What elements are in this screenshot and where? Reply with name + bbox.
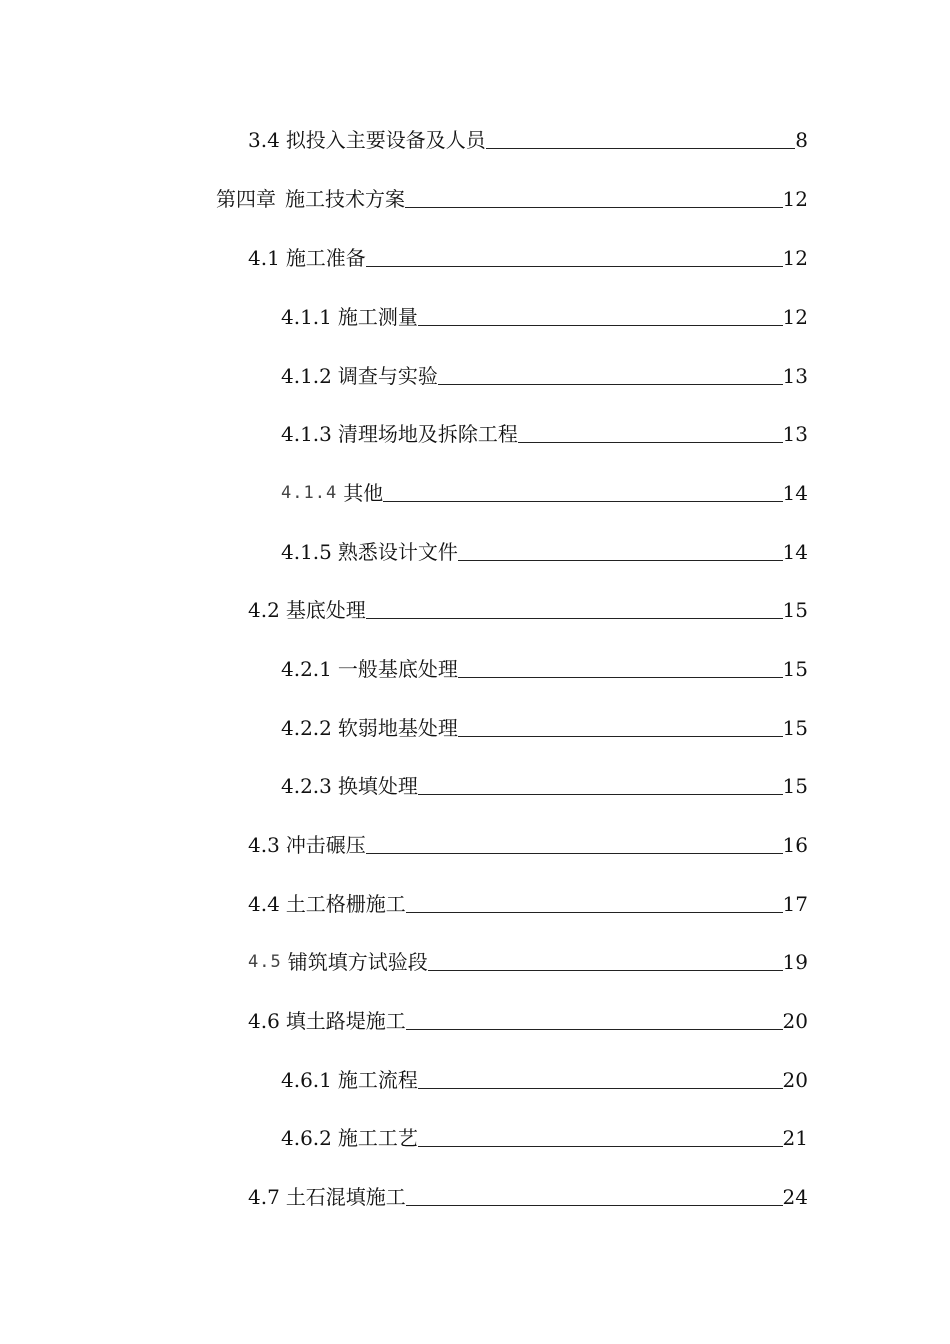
toc-leader-line (518, 442, 783, 443)
toc-entry-page: 16 (782, 833, 808, 857)
toc-entry-page: 24 (782, 1185, 808, 1209)
toc-entry-title: 施工流程 (337, 1068, 418, 1092)
toc-entry-number: 3.4 (248, 128, 280, 152)
toc-entry-page: 14 (782, 481, 808, 505)
toc-entry-number: 4.1.3 (281, 422, 332, 446)
toc-entry[interactable] (281, 773, 808, 799)
toc-entry-page: 13 (782, 364, 808, 388)
toc-entry-title: 清理场地及拆除工程 (337, 422, 518, 446)
toc-entry-number: 4.2.2 (281, 716, 332, 740)
toc-entry-title: 土石混填施工 (285, 1185, 406, 1209)
toc-entry-title: 施工技术方案 (285, 187, 405, 211)
toc-entry-title: 拟投入主要设备及人员 (285, 128, 486, 152)
toc-entry-title: 熟悉设计文件 (337, 540, 458, 564)
toc-leader-line (486, 148, 795, 149)
toc-entry-title: 调查与实验 (337, 364, 438, 388)
toc-entry[interactable] (248, 891, 808, 917)
toc-entry-title: 其他 (343, 481, 384, 505)
toc-entry-number: 4.3 (248, 833, 280, 857)
toc-entry[interactable] (248, 245, 808, 271)
toc-entry[interactable] (216, 186, 808, 212)
toc-entry-title: 冲击碾压 (285, 833, 366, 857)
toc-leader-line (406, 1029, 783, 1030)
toc-entry-number: 4.4 (248, 892, 280, 916)
toc-leader-line (406, 912, 783, 913)
toc-entry-title: 铺筑填方试验段 (287, 950, 428, 974)
toc-entry-title: 施工工艺 (337, 1126, 418, 1150)
toc-leader-line (383, 501, 782, 502)
toc-entry-page: 15 (782, 716, 808, 740)
toc-entry-number: 4.1.2 (281, 364, 332, 388)
toc-entry-title: 土工格栅施工 (285, 892, 406, 916)
toc-entry-number: 4.2 (248, 598, 280, 622)
toc-entry-page: 8 (795, 128, 808, 152)
toc-entry-number: 4.2.1 (281, 657, 332, 681)
toc-entry[interactable] (281, 1067, 808, 1093)
toc-entry[interactable] (248, 1184, 808, 1210)
toc-entry-number: 4.5 (248, 952, 282, 972)
toc-leader-line (458, 677, 783, 678)
toc-leader-line (366, 266, 783, 267)
toc-leader-line (458, 560, 783, 561)
toc-entry-title: 一般基底处理 (337, 657, 458, 681)
toc-leader-line (418, 794, 783, 795)
toc-entry-number: 4.1 (248, 246, 280, 270)
toc-leader-line (405, 207, 783, 208)
toc-entry-title: 软弱地基处理 (337, 716, 458, 740)
toc-entry-number: 4.6.2 (281, 1126, 332, 1150)
toc-entry[interactable] (281, 539, 808, 565)
toc-entry-number: 4.2.3 (281, 774, 332, 798)
toc-entry-page: 20 (782, 1068, 808, 1092)
toc-leader-line (418, 1146, 783, 1147)
toc-entry[interactable] (281, 480, 808, 506)
toc-entry-page: 14 (782, 540, 808, 564)
toc-entry[interactable] (281, 363, 808, 389)
toc-leader-line (406, 1205, 783, 1206)
toc-entry-number: 4.1.4 (281, 483, 338, 503)
toc-leader-line (418, 325, 783, 326)
toc-leader-line (438, 384, 783, 385)
toc-entry-page: 12 (782, 187, 808, 211)
toc-entry-number: 第四章 (216, 187, 276, 211)
toc-entry-title: 基底处理 (285, 598, 366, 622)
toc-entry-title: 换填处理 (337, 774, 418, 798)
toc-entry[interactable] (281, 1125, 808, 1151)
toc-entry-title: 填土路堤施工 (285, 1009, 406, 1033)
toc-entry[interactable] (281, 421, 808, 447)
toc-entry-page: 15 (782, 657, 808, 681)
toc-entry-page: 12 (782, 246, 808, 270)
toc-entry-title: 施工准备 (285, 246, 366, 270)
toc-entry[interactable] (248, 1008, 808, 1034)
toc-entry[interactable] (281, 715, 808, 741)
toc-entry[interactable] (281, 656, 808, 682)
toc-leader-line (458, 736, 783, 737)
toc-entry-page: 12 (782, 305, 808, 329)
toc-entry[interactable] (248, 949, 808, 975)
toc-entry[interactable] (248, 597, 808, 623)
toc-entry-title: 施工测量 (337, 305, 418, 329)
toc-entry-number: 4.7 (248, 1185, 280, 1209)
toc-leader-line (428, 970, 783, 971)
toc-entry-page: 13 (782, 422, 808, 446)
toc-leader-line (366, 853, 783, 854)
toc-entry-page: 15 (782, 598, 808, 622)
toc-leader-line (366, 618, 783, 619)
toc-entry[interactable] (248, 832, 808, 858)
toc-leader-line (418, 1088, 783, 1089)
toc-entry-number: 4.6 (248, 1009, 280, 1033)
toc-entry-page: 19 (782, 950, 808, 974)
toc-entry-page: 21 (782, 1126, 808, 1150)
toc-entry[interactable] (281, 304, 808, 330)
toc-entry-page: 15 (782, 774, 808, 798)
toc-entry-number: 4.1.5 (281, 540, 332, 564)
toc-entry-page: 20 (782, 1009, 808, 1033)
toc-entry-number: 4.6.1 (281, 1068, 332, 1092)
toc-entry-page: 17 (782, 892, 808, 916)
toc-entry-number: 4.1.1 (281, 305, 332, 329)
toc-entry[interactable] (248, 127, 808, 153)
